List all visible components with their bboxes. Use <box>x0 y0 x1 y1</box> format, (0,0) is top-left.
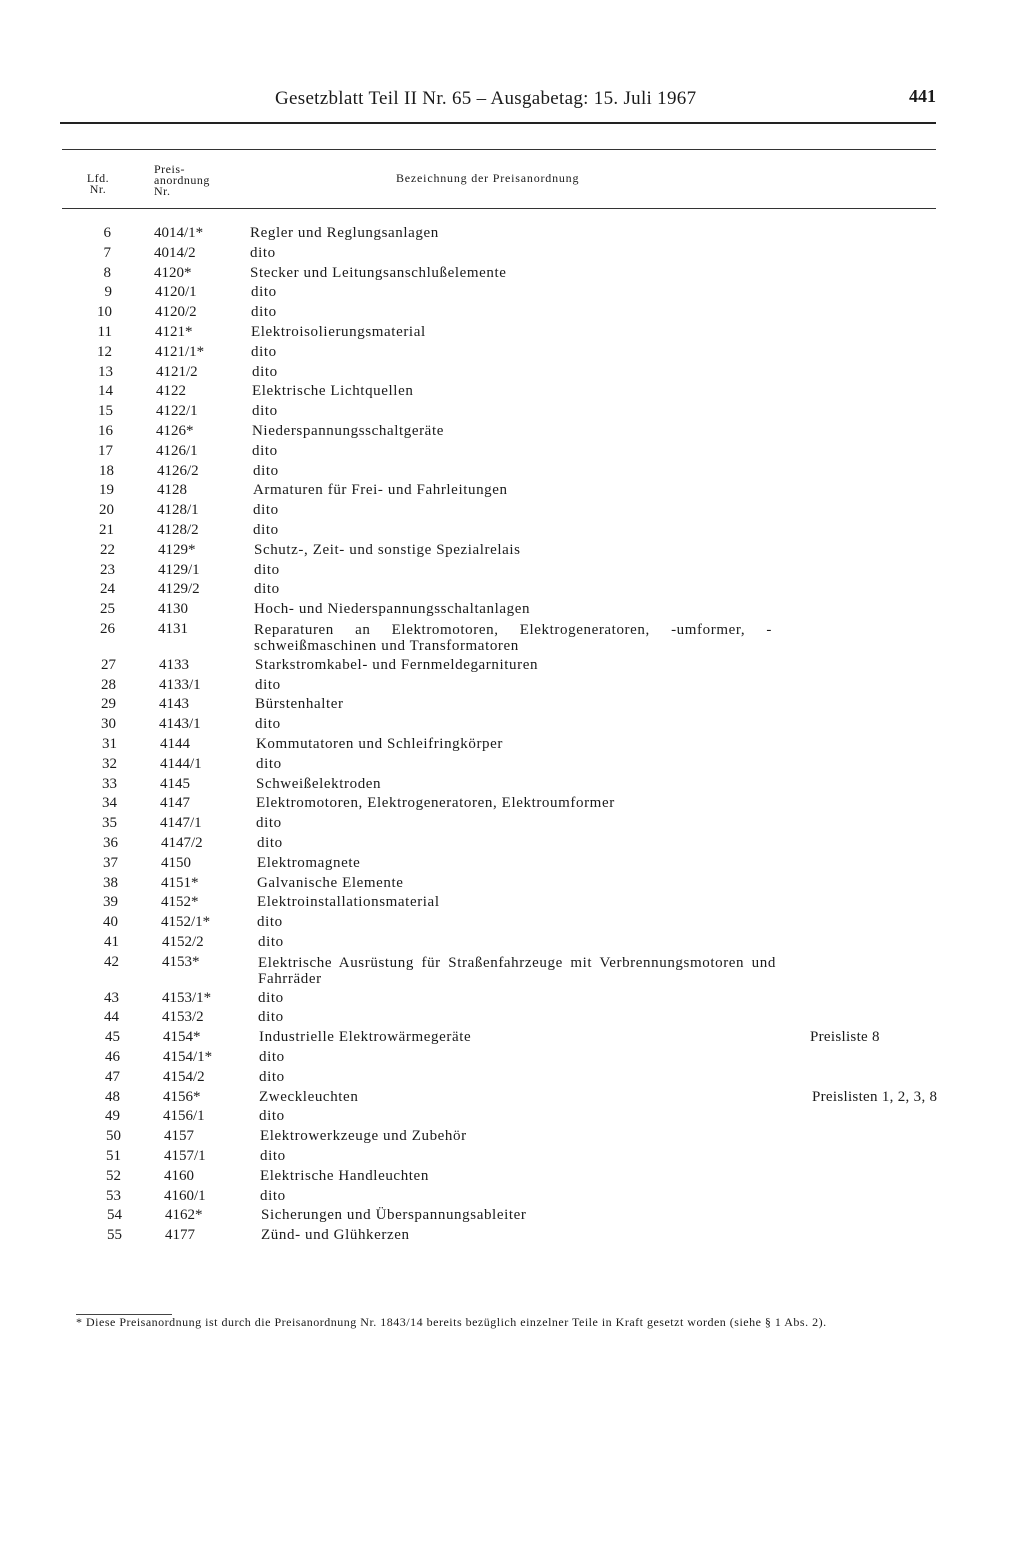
row-bezeichnung: dito <box>254 562 280 578</box>
row-lfd-number: 41 <box>104 934 119 950</box>
row-lfd-number: 55 <box>107 1227 122 1243</box>
row-bezeichnung: dito <box>257 914 283 930</box>
row-bezeichnung: dito <box>258 1009 284 1025</box>
row-preisanordnung-nr: 4122 <box>156 383 186 399</box>
row-preisanordnung-nr: 4156/1 <box>163 1108 205 1124</box>
row-lfd-number: 7 <box>103 245 111 261</box>
row-bezeichnung: Kommutatoren und Schleifringkörper <box>256 736 504 752</box>
row-lfd-number: 54 <box>107 1207 122 1223</box>
row-lfd-number: 22 <box>100 542 115 558</box>
row-lfd-number: 51 <box>106 1148 121 1164</box>
row-preisanordnung-nr: 4121/1* <box>155 344 205 360</box>
row-lfd-number: 42 <box>104 954 119 970</box>
row-bezeichnung: Bürstenhalter <box>255 696 344 712</box>
row-lfd-number: 48 <box>105 1089 120 1105</box>
row-lfd-number: 29 <box>101 696 116 712</box>
row-lfd-number: 6 <box>103 225 111 241</box>
row-bezeichnung: Elektroisolierungsmaterial <box>251 324 426 340</box>
row-preisanordnung-nr: 4154/1* <box>163 1049 213 1065</box>
row-bezeichnung: dito <box>254 581 280 597</box>
row-bezeichnung: Sicherungen und Überspannungsableiter <box>261 1207 527 1223</box>
row-preisanordnung-nr: 4154/2 <box>163 1069 205 1085</box>
row-bezeichnung: dito <box>258 934 284 950</box>
row-lfd-number: 44 <box>104 1009 119 1025</box>
row-bezeichnung: Elektromagnete <box>257 855 361 871</box>
row-preisanordnung-nr: 4122/1 <box>156 403 198 419</box>
row-lfd-number: 13 <box>98 364 113 380</box>
row-preisanordnung-nr: 4157 <box>164 1128 194 1144</box>
row-lfd-number: 40 <box>103 914 118 930</box>
row-preisanordnung-nr: 4151* <box>161 875 199 891</box>
row-bezeichnung: dito <box>259 1049 285 1065</box>
row-preisanordnung-nr: 4126/2 <box>157 463 199 479</box>
row-lfd-number: 36 <box>103 835 118 851</box>
row-preisanordnung-nr: 4120/2 <box>155 304 197 320</box>
row-lfd-number: 43 <box>104 990 119 1006</box>
row-bezeichnung: dito <box>253 522 279 538</box>
row-bezeichnung: Elektromotoren, Elektrogeneratoren, Elektroumformer <box>256 795 615 811</box>
row-bezeichnung: dito <box>253 463 279 479</box>
row-preisanordnung-nr: 4126/1 <box>156 443 198 459</box>
column-header-preisanordnung-label: Preis- anordnung Nr. <box>154 162 210 198</box>
row-bezeichnung: Industrielle Elektrowärmegeräte <box>259 1029 472 1045</box>
row-note: Preisliste 8 <box>810 1029 880 1045</box>
row-bezeichnung: Elektrische Lichtquellen <box>252 383 414 399</box>
row-lfd-number: 47 <box>105 1069 120 1085</box>
row-preisanordnung-nr: 4129/2 <box>158 581 200 597</box>
row-lfd-number: 34 <box>102 795 117 811</box>
row-preisanordnung-nr: 4145 <box>160 776 190 792</box>
row-lfd-number: 30 <box>101 716 116 732</box>
row-preisanordnung-nr: 4133 <box>159 657 189 673</box>
row-bezeichnung: dito <box>252 364 278 380</box>
row-preisanordnung-nr: 4150 <box>161 855 191 871</box>
row-lfd-number: 10 <box>97 304 112 320</box>
row-bezeichnung: Schweißelektroden <box>256 776 382 792</box>
row-lfd-number: 46 <box>105 1049 120 1065</box>
row-bezeichnung: Galvanische Elemente <box>257 875 404 891</box>
row-lfd-number: 16 <box>98 423 113 439</box>
row-preisanordnung-nr: 4129* <box>158 542 196 558</box>
row-bezeichnung: dito <box>256 756 282 772</box>
row-lfd-number: 31 <box>102 736 117 752</box>
row-preisanordnung-nr: 4153/2 <box>162 1009 204 1025</box>
row-preisanordnung-nr: 4156* <box>163 1089 201 1105</box>
row-preisanordnung-nr: 4121/2 <box>156 364 198 380</box>
row-bezeichnung: Elektrische Handleuchten <box>260 1168 429 1184</box>
row-preisanordnung-nr: 4120/1 <box>155 284 197 300</box>
row-lfd-number: 18 <box>99 463 114 479</box>
row-preisanordnung-nr: 4152/1* <box>161 914 211 930</box>
row-lfd-number: 9 <box>104 284 112 300</box>
row-preisanordnung-nr: 4153/1* <box>162 990 212 1006</box>
row-bezeichnung: Zweckleuchten <box>259 1089 359 1105</box>
row-preisanordnung-nr: 4177 <box>165 1227 195 1243</box>
row-lfd-number: 11 <box>97 324 112 340</box>
row-bezeichnung: Reparaturen an Elektromotoren, Elektrogeneratoren, -umformer, -schweißmaschinen und Transformatoren <box>254 622 772 654</box>
row-preisanordnung-nr: 4144/1 <box>160 756 202 772</box>
row-preisanordnung-nr: 4152* <box>161 894 199 910</box>
row-lfd-number: 33 <box>102 776 117 792</box>
row-preisanordnung-nr: 4014/2 <box>154 245 196 261</box>
row-preisanordnung-nr: 4154* <box>163 1029 201 1045</box>
row-preisanordnung-nr: 4133/1 <box>159 677 201 693</box>
row-bezeichnung: dito <box>255 716 281 732</box>
row-preisanordnung-nr: 4143/1 <box>159 716 201 732</box>
row-bezeichnung: dito <box>255 677 281 693</box>
row-bezeichnung: dito <box>257 835 283 851</box>
row-lfd-number: 28 <box>101 677 116 693</box>
row-bezeichnung: dito <box>258 990 284 1006</box>
row-lfd-number: 8 <box>103 265 111 281</box>
row-bezeichnung: dito <box>259 1108 285 1124</box>
column-header-bezeichnung-label: Bezeichnung der Preisanordnung <box>396 171 580 185</box>
row-bezeichnung: dito <box>256 815 282 831</box>
row-bezeichnung: Schutz-, Zeit- und sonstige Spezialrelais <box>254 542 521 558</box>
row-bezeichnung: dito <box>250 245 276 261</box>
row-preisanordnung-nr: 4147/2 <box>161 835 203 851</box>
row-lfd-number: 37 <box>103 855 118 871</box>
row-preisanordnung-nr: 4120* <box>154 265 192 281</box>
row-lfd-number: 15 <box>98 403 113 419</box>
page-title: Gesetzblatt Teil II Nr. 65 – Ausgabetag: 15. Juli 1967 <box>275 88 697 109</box>
row-preisanordnung-nr: 4160 <box>164 1168 194 1184</box>
row-bezeichnung: Armaturen für Frei- und Fahrleitungen <box>253 482 508 498</box>
row-lfd-number: 52 <box>106 1168 121 1184</box>
row-bezeichnung: Elektrowerkzeuge und Zubehör <box>260 1128 467 1144</box>
row-preisanordnung-nr: 4153* <box>162 954 200 970</box>
row-bezeichnung: dito <box>253 502 279 518</box>
row-bezeichnung: Elektrische Ausrüstung für Straßenfahrzeuge mit Verbrennungsmotoren und Fahrräder <box>258 955 776 987</box>
row-bezeichnung: dito <box>252 443 278 459</box>
row-note: Preislisten 1, 2, 3, 8 <box>812 1089 938 1105</box>
row-preisanordnung-nr: 4128/1 <box>157 502 199 518</box>
row-bezeichnung: Niederspannungsschaltgeräte <box>252 423 444 439</box>
row-lfd-number: 12 <box>97 344 112 360</box>
column-header-lfd-label: Lfd. Nr. <box>86 171 110 196</box>
row-preisanordnung-nr: 4160/1 <box>164 1188 206 1204</box>
row-lfd-number: 27 <box>101 657 116 673</box>
row-preisanordnung-nr: 4144 <box>160 736 190 752</box>
row-lfd-number: 20 <box>99 502 114 518</box>
row-lfd-number: 35 <box>102 815 117 831</box>
row-bezeichnung: Zünd- und Glühkerzen <box>261 1227 410 1243</box>
row-lfd-number: 26 <box>100 621 115 637</box>
row-preisanordnung-nr: 4129/1 <box>158 562 200 578</box>
row-bezeichnung: Starkstromkabel- und Fernmeldegarnituren <box>255 657 539 673</box>
row-lfd-number: 19 <box>99 482 114 498</box>
row-lfd-number: 32 <box>102 756 117 772</box>
row-bezeichnung: Hoch- und Niederspannungsschaltanlagen <box>254 601 531 617</box>
row-lfd-number: 17 <box>98 443 113 459</box>
row-lfd-number: 49 <box>105 1108 120 1124</box>
row-bezeichnung: dito <box>251 304 277 320</box>
row-bezeichnung: dito <box>251 344 277 360</box>
row-preisanordnung-nr: 4147 <box>160 795 190 811</box>
row-lfd-number: 39 <box>103 894 118 910</box>
row-bezeichnung: Stecker und Leitungsanschlußelemente <box>250 265 507 281</box>
row-preisanordnung-nr: 4128 <box>157 482 187 498</box>
row-lfd-number: 14 <box>98 383 113 399</box>
row-bezeichnung: dito <box>251 284 277 300</box>
row-lfd-number: 50 <box>106 1128 121 1144</box>
row-lfd-number: 38 <box>103 875 118 891</box>
row-preisanordnung-nr: 4131 <box>158 621 188 637</box>
row-bezeichnung: dito <box>259 1069 285 1085</box>
row-bezeichnung: dito <box>260 1148 286 1164</box>
row-preisanordnung-nr: 4157/1 <box>164 1148 206 1164</box>
footnote: * Diese Preisanordnung ist durch die Preisanordnung Nr. 1843/14 bereits bezüglich einzelner Teile in Kraft gesetzt worden (siehe § 1 Abs. 2). <box>76 1315 827 1329</box>
row-lfd-number: 45 <box>105 1029 120 1045</box>
row-preisanordnung-nr: 4126* <box>156 423 194 439</box>
row-preisanordnung-nr: 4162* <box>165 1207 203 1223</box>
row-bezeichnung: Regler und Reglungsanlagen <box>250 225 439 241</box>
row-preisanordnung-nr: 4121* <box>155 324 193 340</box>
row-lfd-number: 21 <box>99 522 114 538</box>
row-lfd-number: 23 <box>100 562 115 578</box>
row-bezeichnung: Elektroinstallationsmaterial <box>257 894 440 910</box>
row-bezeichnung: dito <box>252 403 278 419</box>
row-preisanordnung-nr: 4014/1* <box>154 225 204 241</box>
row-preisanordnung-nr: 4152/2 <box>162 934 204 950</box>
row-lfd-number: 53 <box>106 1188 121 1204</box>
row-preisanordnung-nr: 4128/2 <box>157 522 199 538</box>
row-lfd-number: 25 <box>100 601 115 617</box>
row-preisanordnung-nr: 4143 <box>159 696 189 712</box>
row-preisanordnung-nr: 4130 <box>158 601 188 617</box>
row-bezeichnung: dito <box>260 1188 286 1204</box>
row-preisanordnung-nr: 4147/1 <box>160 815 202 831</box>
page-number: 441 <box>909 86 936 106</box>
row-lfd-number: 24 <box>100 581 115 597</box>
